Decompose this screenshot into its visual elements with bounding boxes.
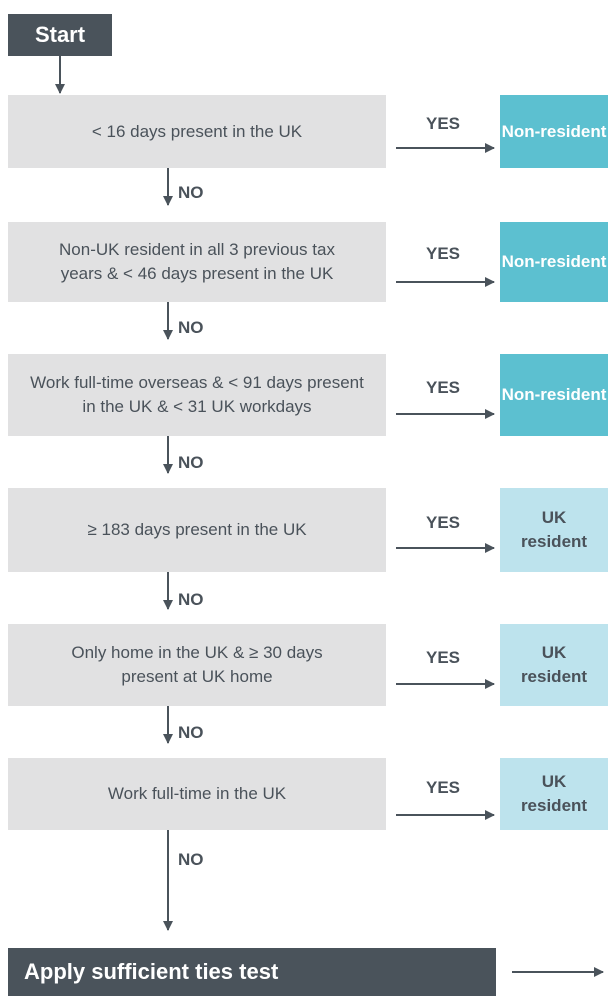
question-box-1 xyxy=(8,95,386,168)
yes-label-5: YES xyxy=(425,648,461,667)
outcome-box-4 xyxy=(500,488,608,572)
question-box-2 xyxy=(8,222,386,302)
outcome-box-3 xyxy=(500,354,608,436)
outcome-text-6: UK resident xyxy=(520,772,588,815)
outcome-text-1: Non-resident xyxy=(501,121,607,141)
no-label-1: NO xyxy=(178,183,204,202)
no-label-4: NO xyxy=(178,590,204,609)
start-box: Start xyxy=(8,14,112,56)
outcome-text-5: UK resident xyxy=(520,643,588,686)
yes-label-2: YES xyxy=(425,244,461,263)
question-text-1: < 16 days present in the UK xyxy=(91,121,303,141)
question-text-6: Work full-time in the UK xyxy=(107,784,287,803)
no-label-6: NO xyxy=(178,850,204,869)
outcome-box-5 xyxy=(500,624,608,706)
outcome-text-3: Non-resident xyxy=(501,385,607,404)
yes-label-6: YES xyxy=(425,778,461,797)
no-label-2: NO xyxy=(178,318,204,337)
outcome-box-1 xyxy=(500,95,608,168)
sufficient-ties-box: Apply sufficient ties test xyxy=(8,948,496,996)
question-text-2: Non-UK resident in all 3 previous tax years & < 46 days present in the UK xyxy=(59,240,335,283)
outcome-box-6 xyxy=(500,758,608,830)
question-box-5 xyxy=(8,624,386,706)
yes-label-3: YES xyxy=(425,378,461,397)
question-text-3: Work full-time overseas & < 91 days present in the UK & < 31 UK workdays xyxy=(30,373,364,416)
question-box-3 xyxy=(8,354,386,436)
yes-label-1: YES xyxy=(425,114,461,133)
outcome-text-2: Non-resident xyxy=(501,252,607,271)
question-text-4: ≥ 183 days present in the UK xyxy=(87,520,307,539)
yes-label-4: YES xyxy=(425,513,461,532)
no-label-5: NO xyxy=(178,723,204,742)
question-box-6 xyxy=(8,758,386,830)
outcome-text-4: UK resident xyxy=(520,508,588,551)
no-label-3: NO xyxy=(178,453,204,472)
outcome-box-2 xyxy=(500,222,608,302)
question-text-5: Only home in the UK & ≥ 30 days present at UK home xyxy=(71,643,323,686)
question-box-4 xyxy=(8,488,386,572)
